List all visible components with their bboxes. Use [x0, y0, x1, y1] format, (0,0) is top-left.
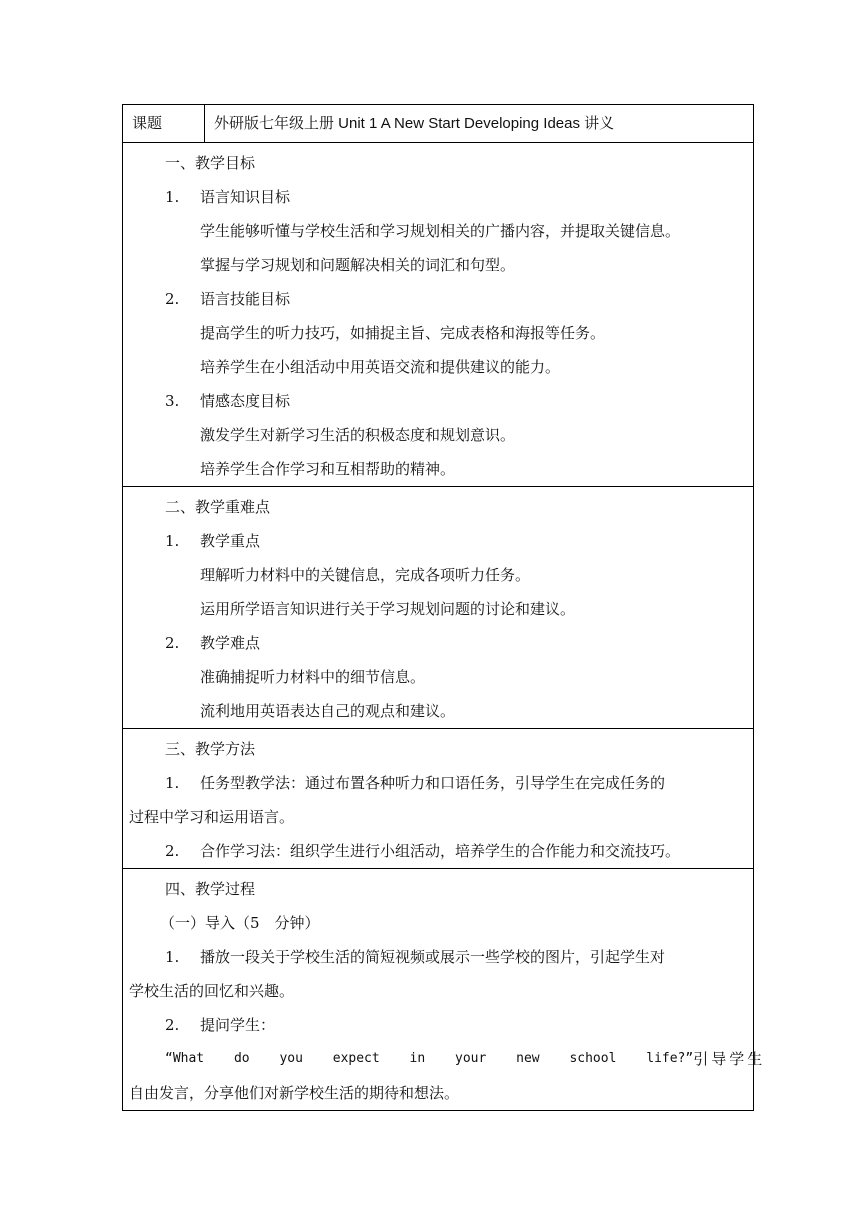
question-tail: 引导学生	[693, 1050, 766, 1068]
topic-title: 外研版七年级上册 Unit 1 A New Start Developing Ideas 讲义	[205, 105, 754, 143]
list-item: 2. 合作学习法：组织学生进行小组活动，培养学生的合作能力和交流技巧。	[165, 842, 681, 860]
body-text: 流利地用英语表达自己的观点和建议。	[200, 702, 456, 720]
list-item-number: 2. 语言技能目标	[165, 290, 291, 308]
body-text: 过程中学习和运用语言。	[129, 808, 295, 826]
section-heading: 三、教学方法	[165, 740, 256, 758]
body-text: 激发学生对新学习生活的积极态度和规划意识。	[200, 426, 516, 444]
body-text: 运用所学语言知识进行关于学习规划问题的讨论和建议。	[200, 600, 576, 618]
body-text: 提高学生的听力技巧，如捕捉主旨、完成表格和海报等任务。	[200, 324, 606, 342]
item-title: 教学重点	[200, 532, 261, 550]
section-heading: 二、教学重难点	[165, 498, 271, 516]
section-key-points	[123, 487, 754, 729]
body-text: 培养学生在小组活动中用英语交流和提供建议的能力。	[200, 358, 561, 376]
lesson-plan-table	[122, 104, 766, 1111]
body-text: 准确捕捉听力材料中的细节信息。	[200, 668, 426, 686]
list-item: 1. 播放一段关于学校生活的简短视频或展示一些学校的图片，引起学生对	[165, 948, 666, 966]
list-item-number: 1. 语言知识目标	[165, 188, 291, 206]
list-item-number: 3. 情感态度目标	[165, 392, 291, 410]
question-line	[123, 1042, 766, 1076]
section-objectives	[123, 143, 754, 487]
item-title: 教学难点	[200, 634, 261, 652]
topic-label: 课题	[123, 105, 205, 143]
section-heading: 四、教学过程	[165, 880, 256, 898]
section-process	[123, 869, 754, 1111]
body-text: 理解听力材料中的关键信息，完成各项听力任务。	[200, 566, 531, 584]
list-item-number: 2. 教学难点	[165, 634, 261, 652]
item-title: 语言技能目标	[200, 290, 291, 308]
body-text: 学校生活的回忆和兴趣。	[129, 982, 295, 1000]
item-title: 情感态度目标	[200, 392, 291, 410]
section-methods	[123, 729, 754, 869]
list-item: 1. 任务型教学法：通过布置各种听力和口语任务，引导学生在完成任务的	[165, 774, 666, 792]
body-text: 掌握与学习规划和问题解决相关的词汇和句型。	[200, 256, 516, 274]
section-heading: 一、教学目标	[165, 154, 256, 172]
item-title: 语言知识目标	[200, 188, 291, 206]
list-item-number: 1. 教学重点	[165, 532, 261, 550]
body-text: 学生能够听懂与学校生活和学习规划相关的广播内容，并提取关键信息。	[200, 222, 681, 240]
header-row	[123, 105, 754, 143]
body-text: 自由发言，分享他们对新学校生活的期待和想法。	[129, 1084, 460, 1102]
question-quote: “What do you expect in your new school life?”	[165, 1051, 694, 1066]
step-heading: （一）导入（5 分钟）	[160, 914, 320, 932]
body-text: 培养学生合作学习和互相帮助的精神。	[200, 460, 456, 478]
list-item: 2. 提问学生：	[165, 1016, 276, 1034]
